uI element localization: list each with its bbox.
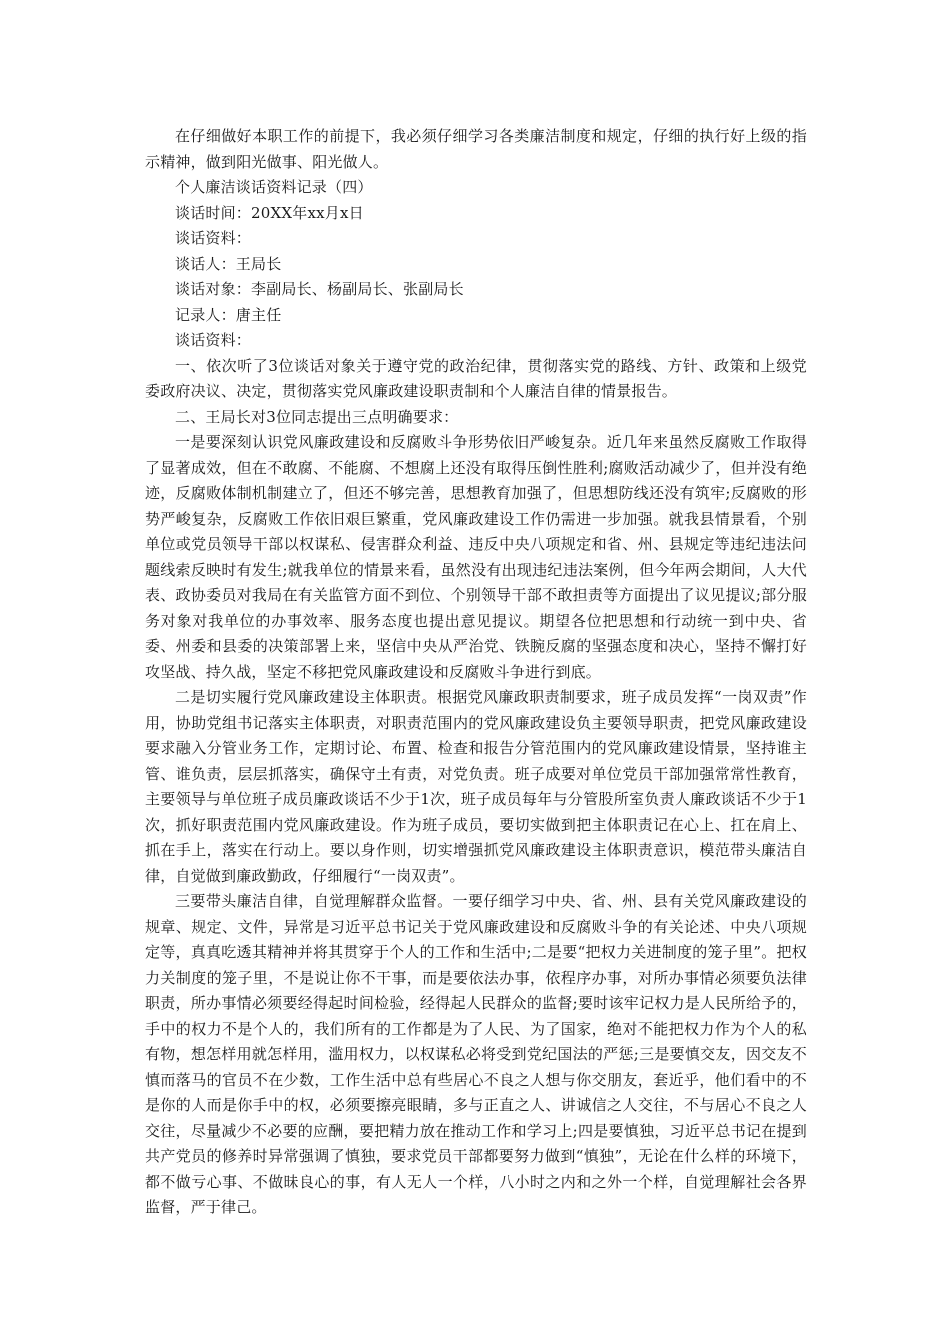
talk-targets: 谈话对象：李副局长、杨副局长、张副局长 <box>175 280 464 298</box>
paragraph-requirement-1: 一是要深刻认识党风廉政建设和反腐败斗争形势依旧严峻复杂。近几年来虽然反腐败工作取得了显著成效，但在不敢腐、不能腐、不想腐上还没有取得压倒性胜利;腐败活动减少了，但并没有绝迹，反腐败体制机制建立了，但还不够完善，思想教育加强了，但思想防线还没有筑牢;反腐败的形势严峻复杂，反腐败工作依旧艰巨繁重，党风廉政建设工作仍需进一步加强。就我县情景看，个别单位或党员领导干部以权谋私、侵害群众利益、违反中央八项规定和省、州、县规定等违纪违法问题线索反映时有发生;就我单位的情景来看，虽然没有出现违纪违法案例，但今年两会期间，人大代表、政协委员对我局在有关监管方面不到位、个别领导干部不敢担责等方面提出了议见提议;部分服务对象对我单位的办事效率、服务态度也提出意见提议。期望各位把思想和行动统一到中央、省委、州委和县委的决策部署上来，坚信中央从严治党、铁腕反腐的坚强态度和决心，坚持不懈打好攻坚战、持久战，坚定不移把党风廉政建设和反腐败斗争进行到底。 <box>145 433 807 681</box>
paragraph-intro: 在仔细做好本职工作的前提下，我必须仔细学习各类廉洁制度和规定，仔细的执行好上级的指示精神，做到阳光做事、阳光做人。 <box>145 127 807 171</box>
document-body <box>145 124 807 1221</box>
paragraph-section-2: 二、王局长对3位同志提出三点明确要求： <box>175 407 459 426</box>
talker: 谈话人：王局长 <box>175 254 282 273</box>
talk-time: 谈话时间：20XX年xx月x日 <box>175 203 364 222</box>
paragraph-requirement-3: 三要带头廉洁自律，自觉理解群众监督。一要仔细学习中央、省、州、县有关党风廉政建设的规章、规定、文件，异常是习近平总书记关于党风廉政建设和反腐败斗争的有关论述、中央八项规定等，真真吃透其精神并将其贯穿于个人的工作和生活中;二是要“把权力关进制度的笼子里”。把权力关制度的笼子里，不是说让你不干事，而是要依法办事，依程序办事，对所办事情必须要负法律职责，所办事情必须要经得起时间检验，经得起人民群众的监督;要时该牢记权力是人民所给予的，手中的权力不是个人的，我们所有的工作都是为了人民、为了国家，绝对不能把权力作为个人的私有物，想怎样用就怎样用，滥用权力，以权谋私必将受到党纪国法的严惩;三是要慎交友，因交友不慎而落马的官员不在少数，工作生活中总有些居心不良之人想与你交朋友，套近乎，他们看中的不是你的人而是你手中的权，必须要擦亮眼睛，多与正直之人、讲诚信之人交往，不与居心不良之人交往，尽量减少不必要的应酬，要把精力放在推动工作和学习上;四是要慎独，习近平总书记在提到共产党员的修养时异常强调了慎独，要求党员干部都要努力做到“慎独”，无论在什么样的环境下，都不做亏心事、不做昧良心的事，有人无人一个样，八小时之内和之外一个样，自觉理解社会各界监督，严于律己。 <box>145 892 807 1216</box>
record-title: 个人廉洁谈话资料记录（四） <box>175 178 373 196</box>
recorder: 记录人：唐主任 <box>175 305 282 324</box>
paragraph-section-1: 一、依次听了3位谈话对象关于遵守党的政治纪律，贯彻落实党的路线、方针、政策和上级党委政府决议、决定，贯彻落实党风廉政建设职责制和个人廉洁自律的情景报告。 <box>145 356 807 400</box>
talk-material-label: 谈话资料： <box>175 229 252 247</box>
paragraph-requirement-2: 二是切实履行党风廉政建设主体职责。根据党风廉政职责制要求，班子成员发挥“一岗双责”作用，协助党组书记落实主体职责，对职责范围内的党风廉政建设负主要领导职责，把党风廉政建设要求融入分管业务工作，定期讨论、布置、检查和报告分管范围内的党风廉政建设情景，坚持谁主管、谁负责，层层抓落实，确保守土有责，对党负责。班子成要对单位党员干部加强常常性教育，主要领导与单位班子成员廉政谈话不少于1次，班子成员每年与分管股所室负责人廉政谈话不少于1次，抓好职责范围内党风廉政建设。作为班子成员，要切实做到把主体职责记在心上、扛在肩上、抓在手上，落实在行动上。要以身作则，切实增强抓党风廉政建设主体职责意识，模范带头廉洁自律，自觉做到廉政勤政，仔细履行“一岗双责”。 <box>145 688 807 885</box>
talk-material-label-2: 谈话资料： <box>175 331 252 349</box>
